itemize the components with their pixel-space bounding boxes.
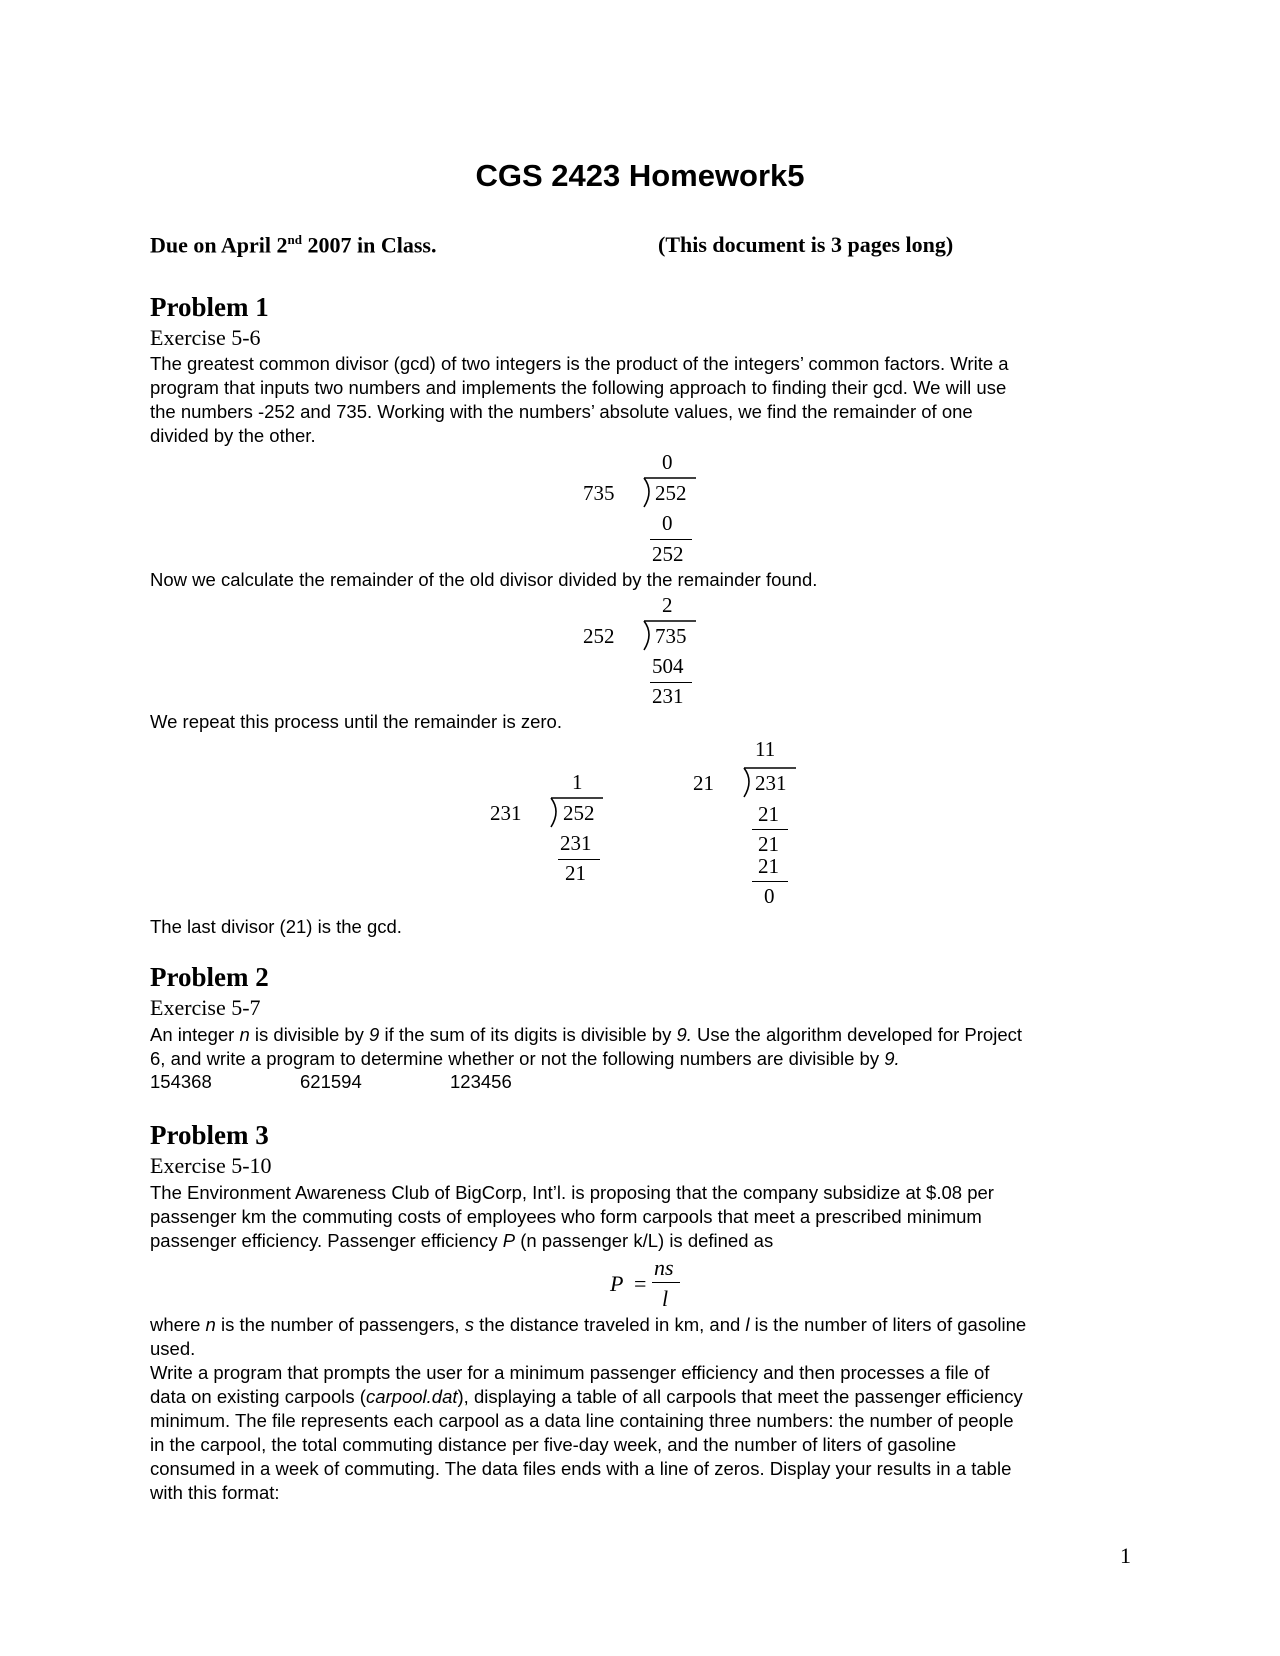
problem3-intro: [150, 1181, 1140, 1253]
remainder: 252: [652, 542, 684, 566]
text-line: [150, 1047, 1140, 1071]
subtraction-line: [650, 539, 692, 540]
remainder: 231: [652, 684, 684, 708]
problem1-text2: [150, 568, 1140, 592]
problem1-intro: [150, 352, 1140, 448]
page-title: CGS 2423 Homework5: [475, 158, 805, 193]
due-date: [150, 232, 436, 258]
quotient: 0: [662, 450, 673, 474]
variable: n: [239, 1024, 250, 1045]
problem1-text3: [150, 710, 1140, 734]
text-span: where: [150, 1314, 206, 1335]
subtraction-line: [752, 829, 788, 830]
variable: 9.: [676, 1024, 692, 1045]
variable: l: [745, 1314, 750, 1335]
text-span: 6, and write a program to determine whether or not the following numbers are divisible by: [150, 1048, 885, 1069]
text-line: [150, 1385, 1140, 1409]
text-span: ), displaying a table of all carpools that meet the passenger efficiency: [457, 1386, 1023, 1407]
variable: n: [205, 1314, 216, 1335]
document-length-note: (This document is 3 pages long): [658, 232, 954, 257]
text-line: We repeat this process until the remainder is zero.: [150, 711, 562, 732]
divisor: 231: [490, 801, 522, 825]
due-superscript: nd: [287, 232, 302, 247]
problem3-exercise: Exercise 5-10: [150, 1153, 272, 1178]
problem2-exercise: Exercise 5-7: [150, 995, 261, 1020]
text-line: passenger km the commuting costs of employees who form carpools that meet a prescribed minimum: [150, 1206, 982, 1227]
number-value: 123456: [450, 1071, 512, 1092]
text-span: is divisible by: [249, 1024, 370, 1045]
text-span: An integer: [150, 1024, 240, 1045]
formula-equals: =: [634, 1271, 647, 1296]
text-line: The last divisor (21) is the gcd.: [150, 916, 402, 937]
partial-remainder: 21: [758, 832, 779, 856]
text-line: [150, 1023, 1140, 1047]
text-line: used.: [150, 1338, 196, 1359]
dividend: 735: [655, 624, 687, 648]
number-value: 621594: [300, 1071, 362, 1092]
fraction-bar: [652, 1282, 680, 1283]
text-span: (n passenger k/L) is defined as: [515, 1230, 774, 1251]
quotient: 2: [662, 593, 673, 617]
variable: P: [502, 1230, 516, 1251]
quotient: 11: [755, 737, 776, 761]
due-text: Due on April 2: [150, 232, 288, 258]
text-line: Write a program that prompts the user for a minimum passenger efficiency and then processes a file of: [150, 1362, 990, 1383]
text-span: Use the algorithm developed for Project: [691, 1024, 1023, 1045]
variable: 9: [369, 1024, 380, 1045]
problem1-heading: Problem 1: [150, 292, 269, 322]
remainder: 0: [764, 884, 775, 908]
text-line: Now we calculate the remainder of the old divisor divided by the remainder found.: [150, 569, 818, 590]
text-span: is the number of liters of gasoline: [749, 1314, 1027, 1335]
dividend: 252: [655, 481, 687, 505]
text-line: minimum. The file represents each carpool as a data line containing three numbers: the number of people: [150, 1410, 1014, 1431]
formula-denominator: l: [662, 1286, 669, 1311]
text-span: is the number of passengers,: [215, 1314, 465, 1335]
text-span: the distance traveled in km, and: [473, 1314, 746, 1335]
product: 0: [662, 511, 673, 535]
problem2-text: [150, 1023, 1140, 1071]
intro-line: program that inputs two numbers and implements the following approach to finding their gcd. We will use: [150, 377, 1007, 398]
text-span: data on existing carpools (: [150, 1386, 366, 1407]
text-line: consumed in a week of commuting. The data files ends with a line of zeros. Display your results in a table: [150, 1458, 1012, 1479]
problem1-conclusion: [150, 915, 1140, 939]
intro-line: The greatest common divisor (gcd) of two integers is the product of the integers’ common factors. Write a: [150, 353, 1009, 374]
filename: carpool.dat: [365, 1386, 458, 1407]
problem2-heading: Problem 2: [150, 962, 269, 992]
product: 504: [652, 654, 684, 678]
subtraction-line: [650, 682, 692, 683]
text-line: with this format:: [150, 1482, 280, 1503]
problem3-body: [150, 1313, 1140, 1505]
problem3-heading: Problem 3: [150, 1120, 269, 1150]
quotient: 1: [572, 770, 583, 794]
product: 21: [758, 802, 779, 826]
text-line: [150, 1313, 1140, 1337]
product: 21: [758, 854, 779, 878]
text-line: [150, 1229, 1140, 1253]
variable: 9.: [884, 1048, 900, 1069]
divisor: 735: [583, 481, 615, 505]
variable: s: [464, 1314, 474, 1335]
dividend: 231: [755, 771, 787, 795]
problem1-exercise: Exercise 5-6: [150, 325, 261, 350]
formula-lhs: P: [610, 1271, 624, 1296]
text-line: in the carpool, the total commuting distance per five-day week, and the number of liters of gasoline: [150, 1434, 957, 1455]
dividend: 252: [563, 801, 595, 825]
subtraction-line: [752, 881, 788, 882]
text-line: The Environment Awareness Club of BigCorp, Int’l. is proposing that the company subsidize at $.08 per: [150, 1182, 994, 1203]
intro-line: the numbers -252 and 735. Working with the numbers’ absolute values, we find the remainder of one: [150, 401, 973, 422]
text-span: passenger efficiency. Passenger efficiency: [150, 1230, 503, 1251]
number-value: 154368: [150, 1071, 212, 1092]
page-number: 1: [1120, 1543, 1131, 1568]
due-text-after: 2007 in Class.: [302, 232, 437, 258]
subtraction-line: [558, 859, 600, 860]
remainder: 21: [565, 861, 586, 885]
product: 231: [560, 831, 592, 855]
text-span: if the sum of its digits is divisible by: [379, 1024, 677, 1045]
divisor: 21: [693, 771, 714, 795]
formula-numerator: ns: [654, 1255, 674, 1280]
intro-line: divided by the other.: [150, 425, 316, 446]
divisor: 252: [583, 624, 615, 648]
